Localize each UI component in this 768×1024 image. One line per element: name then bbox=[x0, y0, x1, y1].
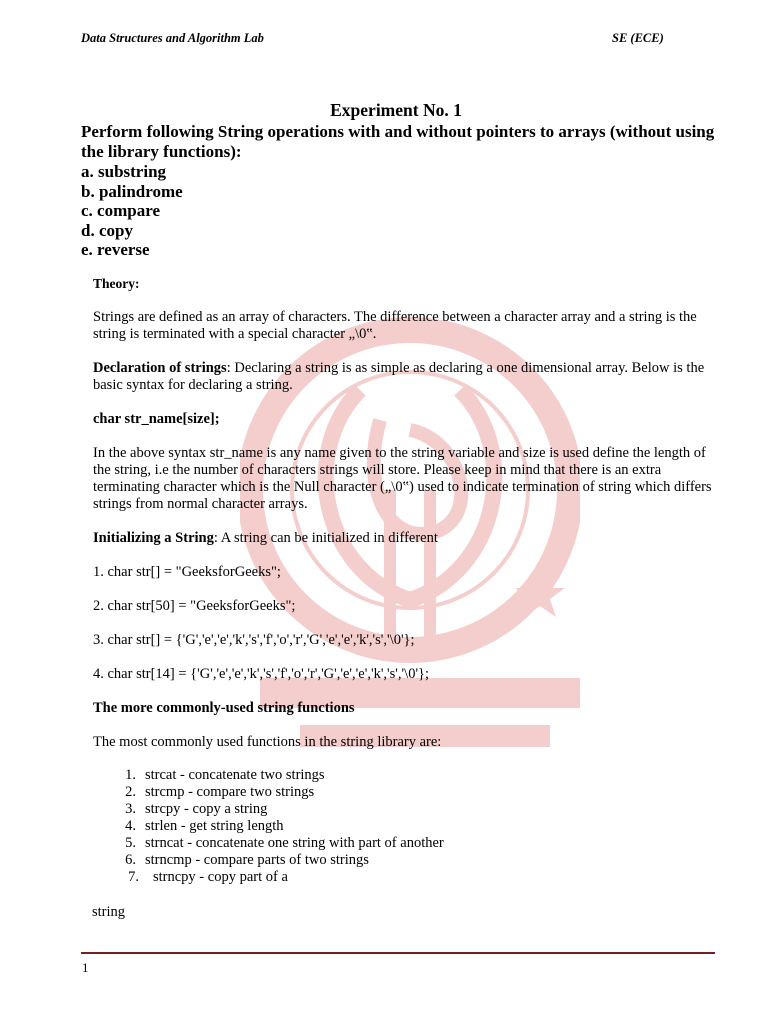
theory-heading: Theory: bbox=[93, 276, 140, 291]
running-header-right: SE (ECE) bbox=[612, 31, 664, 45]
init-example: 4. char str[14] = {'G','e','e','k','s','f','o','r','G','e','e','k','s','\0'}; bbox=[93, 666, 430, 682]
list-item-text: strcpy - copy a string bbox=[145, 801, 268, 817]
operation-item: b. palindrome bbox=[81, 181, 183, 201]
list-item bbox=[93, 835, 723, 852]
declaration-text: : Declaring a string is as simple as declaring a one dimensional array. Below is the basic syntax for declaring a string. bbox=[93, 360, 705, 393]
list-item-number: 5. bbox=[125, 835, 136, 851]
init-text: : A string can be initialized in different bbox=[213, 530, 438, 546]
list-item-text: strncat - concatenate one string with part of another bbox=[145, 835, 444, 851]
init-example: 1. char str[] = "GeeksforGeeks"; bbox=[93, 564, 281, 580]
list-item-text: strcmp - compare two strings bbox=[145, 784, 315, 800]
list-item-number: 4. bbox=[125, 818, 136, 834]
theory-intro: Strings are defined as an array of characters. The difference between a character array and a string is the string is terminated with a special character „\0‟. bbox=[93, 309, 697, 342]
footer-rule bbox=[81, 952, 715, 954]
list-item bbox=[93, 852, 723, 869]
operation-item: c. compare bbox=[81, 201, 160, 220]
list-item bbox=[93, 801, 723, 818]
list-item-text: strncmp - compare parts of two strings bbox=[145, 852, 369, 868]
list-item-number: 2. bbox=[125, 784, 136, 800]
list-item-text: strncpy - copy part of a bbox=[153, 869, 288, 885]
functions-intro: The most commonly used functions in the string library are: bbox=[93, 734, 442, 750]
trailing-word: string bbox=[92, 904, 126, 920]
experiment-title: Experiment No. 1 bbox=[330, 100, 462, 120]
list-item bbox=[93, 818, 723, 835]
experiment-description: Perform following String operations with and without pointers to arrays (without using the library functions): bbox=[81, 122, 715, 161]
functions-heading: The more commonly-used string functions bbox=[93, 700, 355, 716]
operation-item: d. copy bbox=[81, 220, 133, 240]
syntax-line: char str_name[size]; bbox=[93, 411, 220, 427]
init-example: 2. char str[50] = "GeeksforGeeks"; bbox=[93, 598, 296, 614]
syntax-explanation: In the above syntax str_name is any name given to the string variable and size is used define the length of the string, i.e the number of characters strings will store. Please keep in mind that there is an extra terminating character which is the Null character („\0‟) used to indicate termination of string which differs strings from normal character arrays. bbox=[93, 445, 712, 512]
declaration-label: Declaration of strings bbox=[93, 360, 227, 376]
operation-item: e. reverse bbox=[81, 240, 150, 259]
list-item bbox=[93, 767, 723, 784]
operations-list bbox=[81, 162, 721, 260]
list-item bbox=[93, 869, 723, 886]
list-item-number: 7. bbox=[128, 869, 139, 885]
list-item bbox=[93, 784, 723, 801]
init-paragraph bbox=[93, 530, 723, 547]
list-item-number: 6. bbox=[125, 852, 136, 868]
page-number: 1 bbox=[82, 960, 89, 975]
declaration-paragraph bbox=[93, 360, 723, 394]
theory-section bbox=[93, 275, 723, 921]
init-label: Initializing a String bbox=[93, 530, 214, 546]
running-header-left: Data Structures and Algorithm Lab bbox=[81, 31, 264, 45]
functions-list bbox=[93, 767, 723, 886]
operation-item: a. substring bbox=[81, 162, 167, 181]
list-item-number: 3. bbox=[125, 801, 136, 817]
list-item-text: strlen - get string length bbox=[145, 818, 284, 834]
list-item-text: strcat - concatenate two strings bbox=[145, 767, 325, 783]
list-item-number: 1. bbox=[125, 767, 136, 783]
init-example: 3. char str[] = {'G','e','e','k','s','f','o','r','G','e','e','k','s','\0'}; bbox=[93, 632, 415, 648]
